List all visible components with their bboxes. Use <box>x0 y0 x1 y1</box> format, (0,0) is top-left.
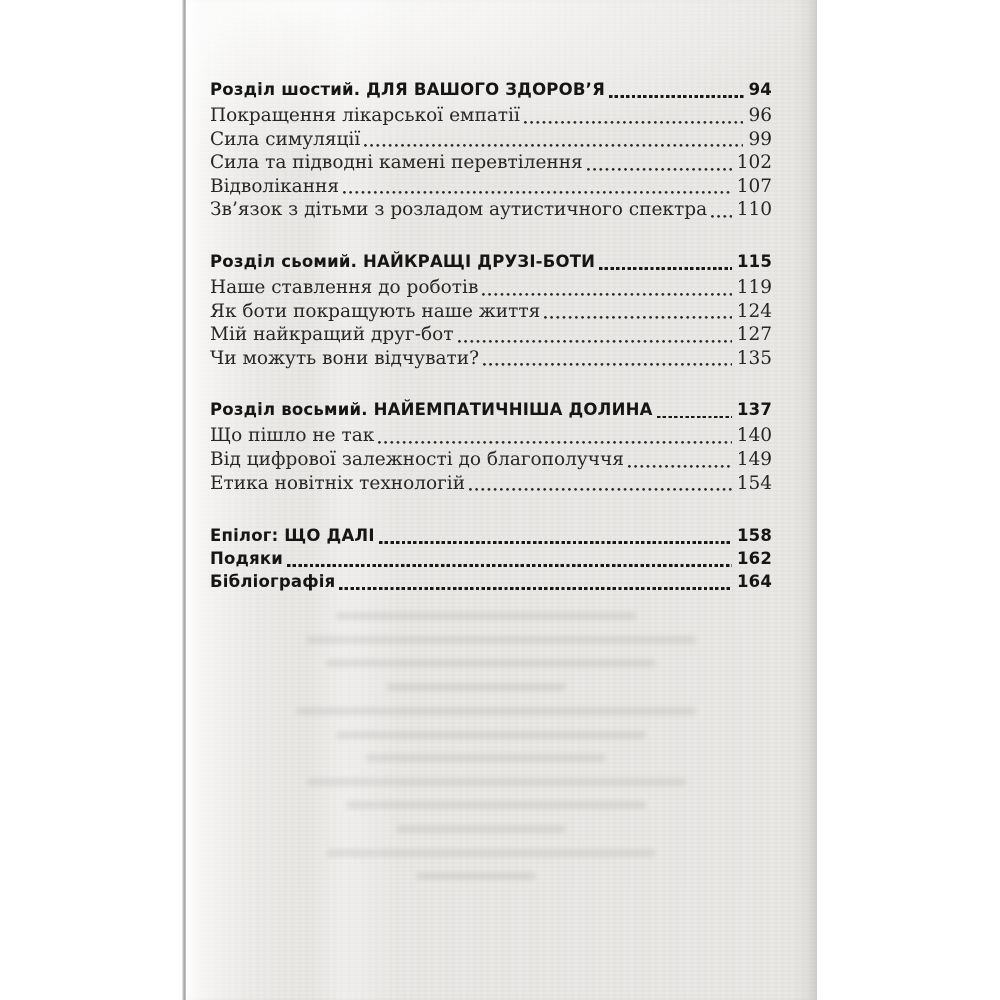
entry-page-number: 96 <box>748 105 772 126</box>
entry-page-number: 99 <box>748 128 772 150</box>
back-matter-title: Подяки <box>210 549 284 569</box>
toc-chapter-row <box>210 399 772 421</box>
toc-entry-row <box>210 128 772 152</box>
dot-leader <box>376 424 732 448</box>
back-matter-title: Епілог: ЩО ДАЛІ <box>210 526 375 546</box>
dot-leader <box>522 104 745 128</box>
toc-entry-row <box>210 104 772 128</box>
entry-page-number: 154 <box>736 472 772 494</box>
dot-leader <box>542 300 732 324</box>
dot-leader <box>655 399 733 421</box>
entry-page-number: 110 <box>736 199 772 221</box>
table-of-contents <box>210 79 772 593</box>
back-matter-page-number: 158 <box>736 526 772 546</box>
dot-leader <box>362 128 744 152</box>
dot-leader <box>709 198 733 222</box>
dot-leader <box>626 448 733 472</box>
entry-title: Мій найкращий друг-бот <box>210 324 454 346</box>
book-page <box>186 0 817 1000</box>
entry-page-number: 102 <box>736 152 772 174</box>
entry-title: Чи можуть вони відчувати? <box>210 347 479 369</box>
entry-title: Зв’язок з дітьми з розладом аутистичного спектра <box>210 199 708 221</box>
toc-entry-row <box>210 175 772 199</box>
entry-page-number: 140 <box>736 425 772 447</box>
chapter-title: Розділ сьомий. НАЙКРАЩІ ДРУЗІ-БОТИ <box>210 251 596 271</box>
entry-title: Наше ставлення до роботів <box>210 276 479 298</box>
toc-entry-row <box>210 300 772 324</box>
toc-section-7 <box>210 251 772 370</box>
toc-acknowledgements-row <box>210 547 772 570</box>
chapter-page-number: 115 <box>736 251 772 271</box>
back-matter-page-number: 164 <box>736 572 772 592</box>
toc-entry-row <box>210 323 772 347</box>
dot-leader <box>377 524 733 547</box>
toc-entry-row <box>210 198 772 222</box>
dot-leader <box>456 323 733 347</box>
toc-chapter-row <box>210 251 772 273</box>
dot-leader <box>585 151 733 175</box>
toc-section-8 <box>210 399 772 495</box>
toc-epilogue-row <box>210 524 772 547</box>
dot-leader <box>467 472 733 496</box>
entry-title: Що пішло не так <box>210 425 375 447</box>
back-matter-title: Бібліографія <box>210 572 336 592</box>
entry-page-number: 124 <box>736 300 772 322</box>
entry-title: Як боти покращують наше життя <box>210 300 541 322</box>
entry-page-number: 135 <box>736 347 772 369</box>
chapter-page-number: 137 <box>736 400 772 420</box>
entry-title: Від цифрової залежності до благополуччя <box>210 448 624 470</box>
dot-leader <box>481 347 733 371</box>
toc-section-6 <box>210 79 772 222</box>
entry-page-number: 119 <box>736 276 772 298</box>
entry-page-number: 127 <box>736 324 772 346</box>
entry-title: Сила симуляції <box>210 128 361 150</box>
entry-title: Покращення лікарської емпатії <box>210 105 520 126</box>
dot-leader <box>337 570 733 593</box>
entry-title: Сила та підводні камені перевтілення <box>210 152 583 174</box>
dot-leader <box>607 79 745 101</box>
back-matter-page-number: 162 <box>736 549 772 569</box>
entry-title: Відволікання <box>210 175 340 197</box>
dot-leader <box>597 251 733 273</box>
toc-back-matter <box>210 524 772 593</box>
chapter-title: Розділ шостий. ДЛЯ ВАШОГО ЗДОРОВ’Я <box>210 80 605 99</box>
entry-title: Етика новітніх технологій <box>210 472 466 494</box>
toc-entry-row <box>210 472 772 496</box>
toc-entry-row <box>210 276 772 300</box>
dot-leader <box>341 175 733 199</box>
dot-leader <box>285 547 733 570</box>
toc-entry-row <box>210 151 772 175</box>
toc-entry-row <box>210 347 772 371</box>
toc-bibliography-row <box>210 570 772 593</box>
toc-chapter-row <box>210 79 772 101</box>
toc-entry-row <box>210 448 772 472</box>
toc-entry-row <box>210 424 772 448</box>
dot-leader <box>480 276 732 300</box>
chapter-page-number: 94 <box>748 80 772 99</box>
entry-page-number: 107 <box>736 175 772 197</box>
entry-page-number: 149 <box>736 448 772 470</box>
chapter-title: Розділ восьмий. НАЙЕМПАТИЧНІША ДОЛИНА <box>210 400 653 420</box>
